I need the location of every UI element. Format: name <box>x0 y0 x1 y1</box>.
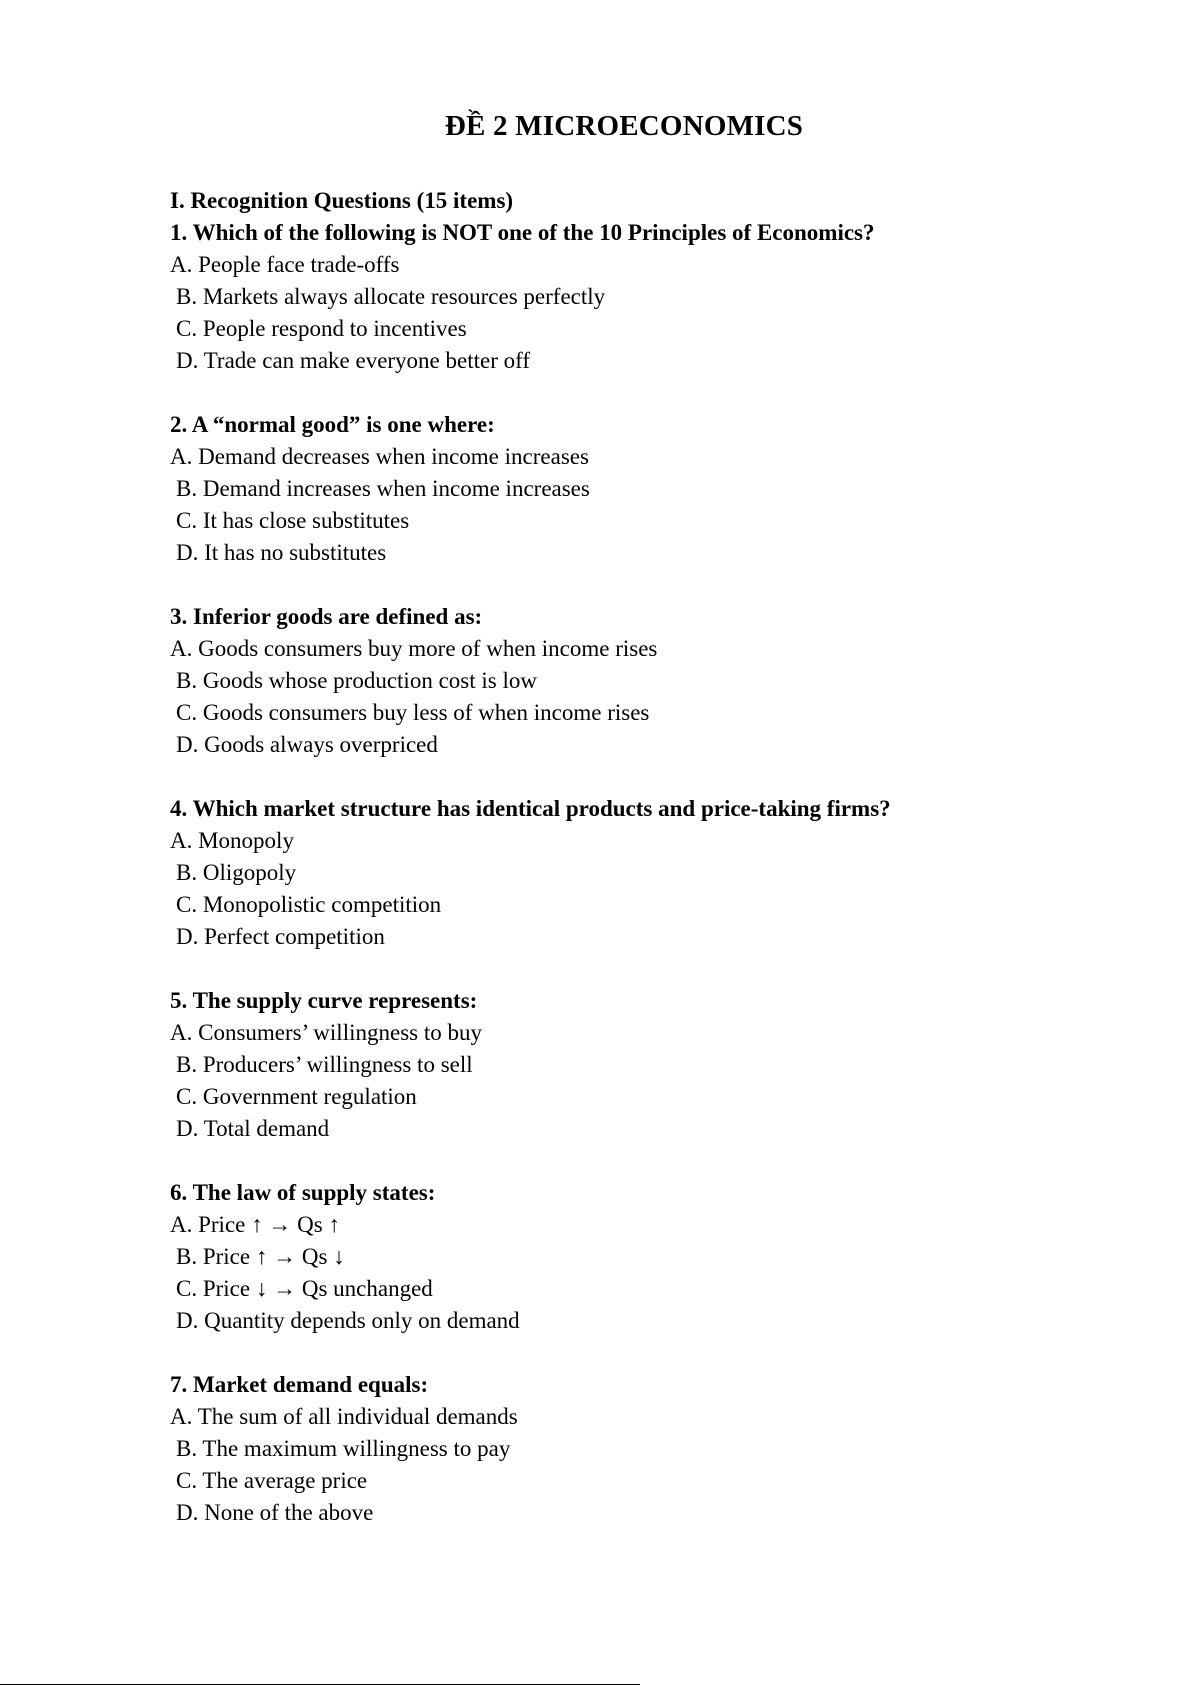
option-d: D. Goods always overpriced <box>176 732 438 757</box>
question-text: 4. Which market structure has identical products and price-taking firms? <box>170 796 891 821</box>
option-c: C. Government regulation <box>176 1084 417 1109</box>
option-a: A. The sum of all individual demands <box>170 1404 518 1429</box>
section-heading: I. Recognition Questions (15 items) <box>170 188 514 213</box>
question-4 <box>170 793 1130 953</box>
question-text: 3. Inferior goods are defined as: <box>170 604 483 629</box>
question-text: 1. Which of the following is NOT one of the 10 Principles of Economics? <box>170 220 875 245</box>
option-d: D. None of the above <box>176 1500 374 1525</box>
question-text: 6. The law of supply states: <box>170 1180 436 1205</box>
option-d: D. Trade can make everyone better off <box>176 348 531 373</box>
question-2 <box>170 409 1130 569</box>
option-c: C. It has close substitutes <box>176 508 410 533</box>
option-d: D. Quantity depends only on demand <box>176 1308 520 1333</box>
question-text: 2. A “normal good” is one where: <box>170 412 495 437</box>
option-b: B. Goods whose production cost is low <box>176 668 537 693</box>
question-text: 7. Market demand equals: <box>170 1372 429 1397</box>
question-3 <box>170 601 1130 761</box>
option-a: A. Demand decreases when income increases <box>170 444 589 469</box>
option-d: D. Perfect competition <box>176 924 385 949</box>
option-b: B. The maximum willingness to pay <box>176 1436 511 1461</box>
option-d: D. Total demand <box>176 1116 330 1141</box>
option-a: A. People face trade-offs <box>170 252 400 277</box>
option-a: A. Monopoly <box>170 828 294 853</box>
option-b: B. Markets always allocate resources perfectly <box>176 284 606 309</box>
question-5 <box>170 985 1130 1145</box>
option-c: C. People respond to incentives <box>176 316 467 341</box>
option-b: B. Oligopoly <box>176 860 297 885</box>
option-d: D. It has no substitutes <box>176 540 387 565</box>
option-a: A. Consumers’ willingness to buy <box>170 1020 482 1045</box>
option-a: A. Price ↑ → Qs ↑ <box>170 1212 340 1237</box>
option-b: B. Producers’ willingness to sell <box>176 1052 473 1077</box>
question-text: 5. The supply curve represents: <box>170 988 478 1013</box>
option-a: A. Goods consumers buy more of when income rises <box>170 636 658 661</box>
option-b: B. Price ↑ → Qs ↓ <box>176 1244 345 1269</box>
question-6 <box>170 1177 1130 1337</box>
option-c: C. The average price <box>176 1468 368 1493</box>
page-title: ĐỀ 2 MICROECONOMICS <box>444 110 804 142</box>
question-1 <box>170 217 1130 377</box>
option-b: B. Demand increases when income increases <box>176 476 590 501</box>
option-c: C. Goods consumers buy less of when income rises <box>176 700 650 725</box>
exam-content <box>170 185 1130 1561</box>
option-c: C. Price ↓ → Qs unchanged <box>176 1276 433 1301</box>
question-7 <box>170 1369 1130 1529</box>
option-c: C. Monopolistic competition <box>176 892 442 917</box>
